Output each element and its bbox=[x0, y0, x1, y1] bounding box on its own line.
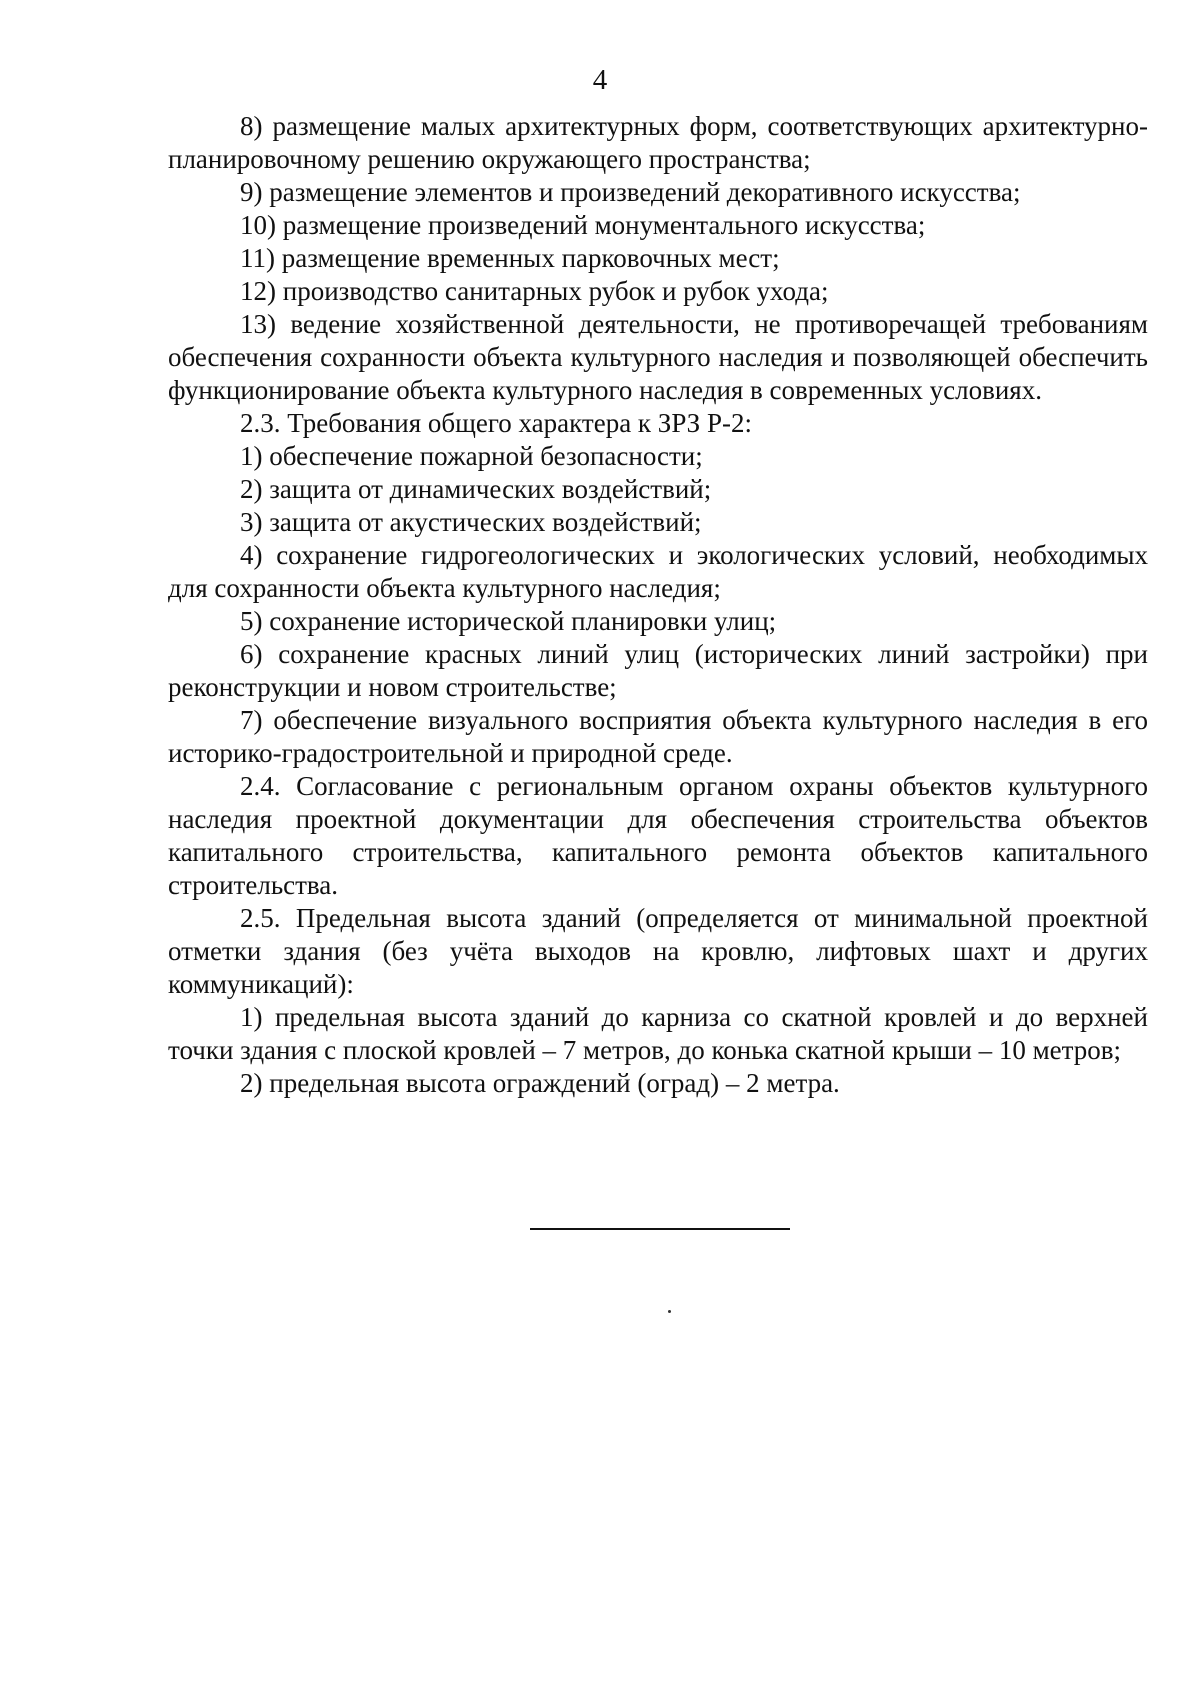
page-number: 4 bbox=[592, 64, 608, 96]
list-item-10-monumental-art: 10) размещение произведений монументального искусства; bbox=[240, 210, 926, 240]
height-limit-1-buildings: 1) предельная высота зданий до карниза со скатной кровлей и до верхней точки здания с плоской кровлей – 7 метров, до конька скатной крыши – 10 метров; bbox=[168, 1002, 1148, 1065]
requirement-1-fire-safety: 1) обеспечение пожарной безопасности; bbox=[240, 441, 703, 471]
requirement-2-dynamic-protection: 2) защита от динамических воздействий; bbox=[240, 474, 712, 504]
list-item-9-decorative-art: 9) размещение элементов и произведений декоративного искусства; bbox=[240, 177, 1021, 207]
requirement-5-street-layout: 5) сохранение исторической планировки улиц; bbox=[240, 606, 777, 636]
section-paragraph-2-5: 2.5. Предельная высота зданий (определяется от минимальной проектной отметки здания (без учёта выходов на кровлю, лифтовых шахт и других коммуникаций): bbox=[168, 903, 1148, 999]
list-item-8-small-architectural-forms: 8) размещение малых архитектурных форм, соответствующих архитектурно-планировочному решению окружающего пространства; bbox=[168, 111, 1148, 174]
requirement-3-acoustic-protection: 3) защита от акустических воздействий; bbox=[240, 507, 702, 537]
section-heading-2-3: 2.3. Требования общего характера к ЗРЗ Р-2: bbox=[240, 408, 752, 438]
end-of-text-rule bbox=[530, 1228, 790, 1230]
list-item-12-sanitary-felling: 12) производство санитарных рубок и рубок ухода; bbox=[240, 276, 829, 306]
document-body bbox=[168, 110, 1148, 1100]
requirement-6-red-lines: 6) сохранение красных линий улиц (исторических линий застройки) при реконструкции и новом строительстве; bbox=[168, 639, 1148, 702]
list-item-11-temporary-parking: 11) размещение временных парковочных мест; bbox=[240, 243, 780, 273]
section-paragraph-2-4: 2.4. Согласование с региональным органом охраны объектов культурного наследия проектной документации для обеспечения строительства объектов капитального строительства, капитального ремонта объектов капитального строительства. bbox=[168, 771, 1148, 900]
scan-speck bbox=[668, 1310, 671, 1313]
requirement-7-visual-perception: 7) обеспечение визуального восприятия объекта культурного наследия в его историко-градостроительной и природной среде. bbox=[168, 705, 1148, 768]
list-item-13-economic-activity: 13) ведение хозяйственной деятельности, не противоречащей требованиям обеспечения сохранности объекта культурного наследия и позволяющей обеспечить функционирование объекта культурного наследия в современных условиях. bbox=[168, 309, 1148, 405]
requirement-4-hydrogeological-conditions: 4) сохранение гидрогеологических и экологических условий, необходимых для сохранности объекта культурного наследия; bbox=[168, 540, 1148, 603]
height-limit-2-fences: 2) предельная высота ограждений (оград) – 2 метра. bbox=[240, 1068, 840, 1098]
